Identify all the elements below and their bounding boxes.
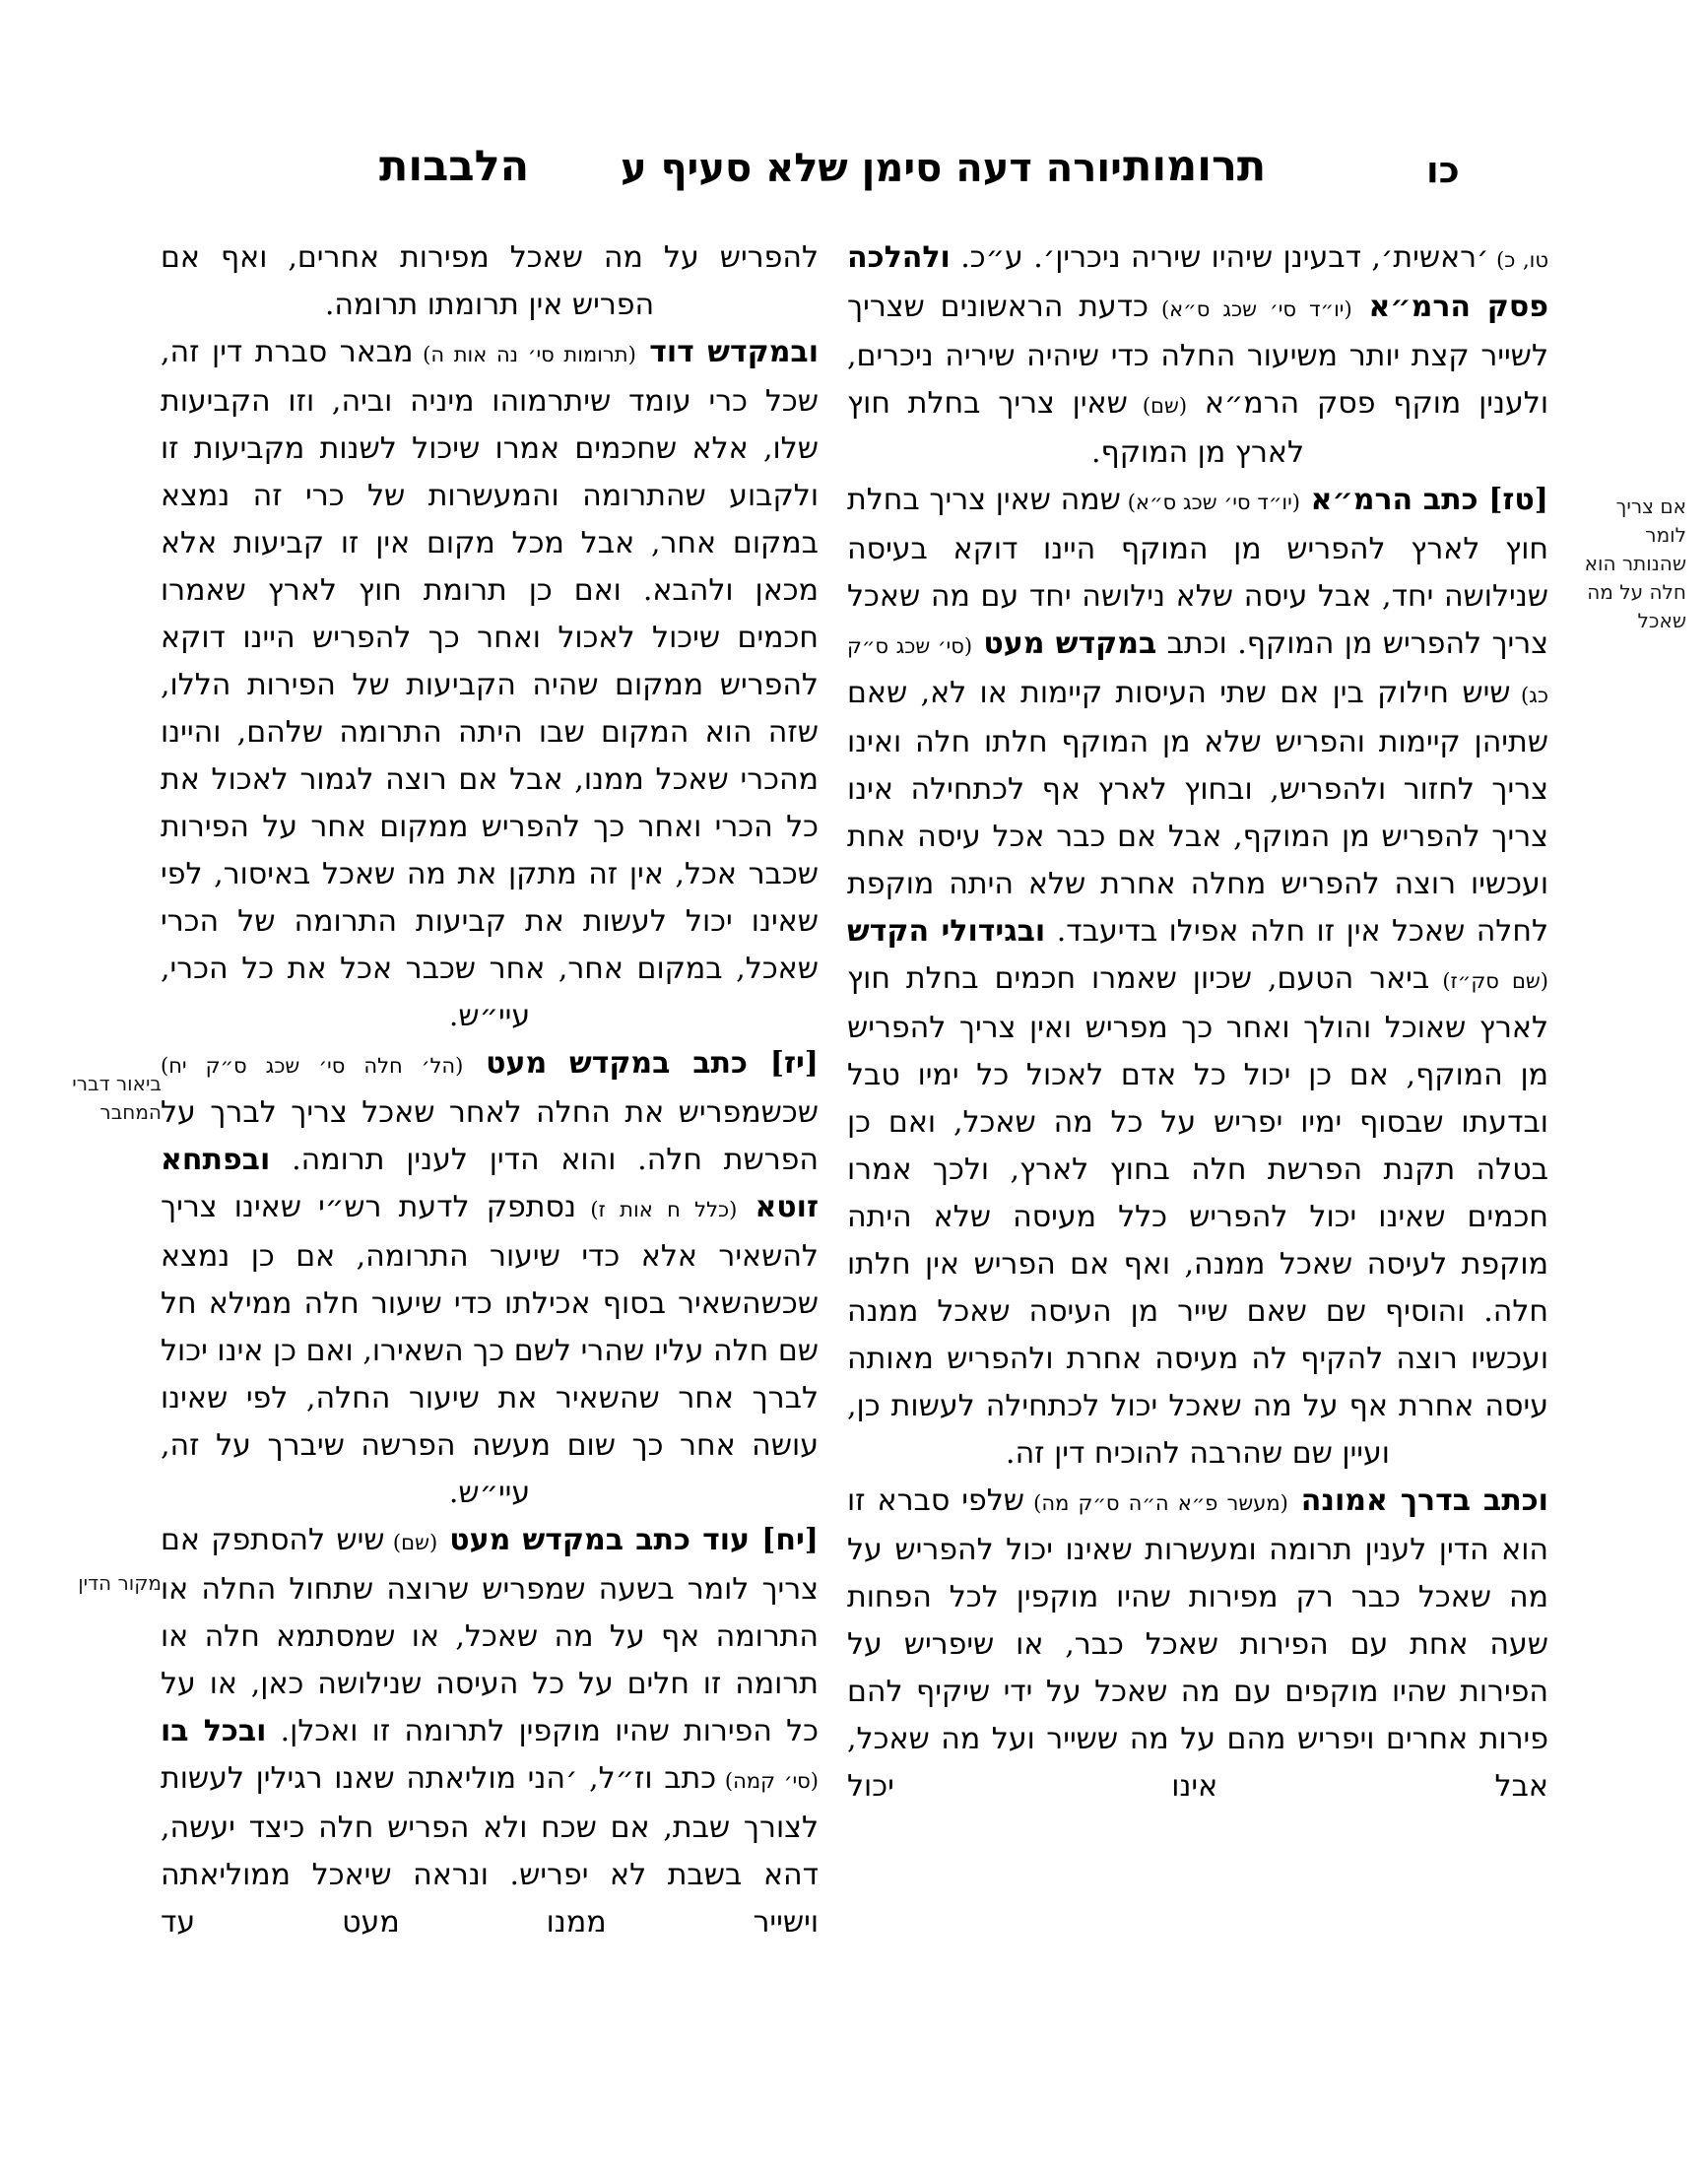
margin-note-line: לומר: [1645, 523, 1686, 547]
text-segment-normal: ביאר הטעם, שכיון שאמרו חכמים בחלת חוץ לארץ שאוכל והולך ואחר כך מפריש ואין צריך להפריש מן המוקף, אם כן יכול כל אדם לאכול כל ימיו טבל ובדעתו שבסוף ימיו יפריש על כל מה שאכל, ואם כן בטלה תקנת הפרשת חלה בחוץ לארץ, ולכך אמרו חכמים שאינו יכול להפריש כלל מעיסה שלא היתה מוקפת לעיסה שאכל ממנה, ואף אם הפריש אין חלתו חלה. והוסיף שם שאם שייר מן העיסה שאכל ממנה ועכשיו רוצה להקיף לה מעיסה אחרת ולהפריש מאותה עיסה אחרת אף על מה שאכל יכול לכתחילה לעשות כן, ועיין שם שהרבה להוכיח דין זה.: [847, 961, 1548, 1471]
paragraph: [161, 1040, 819, 1517]
margin-note-right: [1560, 493, 1686, 635]
text-segment-bold: ובמקדש דוד: [635, 335, 819, 369]
text-segment-normal: להפריש על מה שאכל מפירות אחרים, ואף אם הפריש אין תרומתו תרומה.: [161, 240, 819, 322]
text-segment-ref: (כלל ח אות ז): [576, 1198, 738, 1221]
margin-note-line: ביאור דברי: [72, 1072, 162, 1095]
text-segment-ref: (יו״ד סי׳ שכג ס״א): [1120, 491, 1300, 514]
text-segment-bold: כתב הרמ״א: [1300, 483, 1478, 517]
text-segment-normal: שכשמפריש את החלה לאחר שאכל צריך לברך על הפרשת חלה. והוא הדין לענין תרומה.: [161, 1095, 819, 1177]
text-segment-bold: וכתב בדרך אמונה: [1287, 1483, 1548, 1518]
text-segment-bold: ולהלכה פסק הרמ״א: [847, 240, 1548, 324]
header-book-title: הלבבות: [379, 142, 530, 191]
text-segment-ref: (סי׳ קמה): [716, 1769, 819, 1793]
text-segment-ref: (שם): [1127, 394, 1188, 418]
text-segment-normal: ׳ראשית׳, דבעינן שיהיו שיריה ניכרין׳. ע״כ.: [950, 240, 1489, 275]
text-segment-normal: מבאר סברת דין זה, שכל כרי עומד שיתרמוהו מיניה וביה, וזו הקביעות שלו, אלא שחכמים אמרו שיכול לשנות מקביעות זו ולקבוע שהתרומה והמעשרות של כרי זה נמצא במקום אחר, אבל מכל מקום אין זו קביעות אלא מכאן ולהבא. ואם כן תרומת חוץ לארץ שאמרו חכמים שיכול לאכול ואחר כך להפריש היינו דוקא להפריש ממקום שהיה הקביעות של הפירות הללו, שזה הוא המקום שבו היתה התרומה שלהם, והיינו מהכרי שאכל ממנו, אבל אם רוצה לגמור לאכול את כל הכרי ואחר כך להפריש ממקום אחר על הפירות שכבר אכל, אין זה מתקן את מה שאכל באיסור, לפי שאינו יכול לעשות את קביעות התרומה של הכרי שאכל, במקום אחר, אחר שכבר אכל את כל הכרי, עיי״ש.: [161, 335, 819, 1033]
text-segment-normal: שאין צריך בחלת חוץ לארץ מן המוקף.: [847, 386, 1304, 470]
text-segment-ref: (הל׳ חלה סי׳ שכג ס״ק יח): [161, 1054, 464, 1078]
text-segment-ref: (יו״ד סי׳ שכג ס״א): [1148, 297, 1352, 321]
page-number: כו: [1426, 148, 1460, 191]
text-column-right: [847, 234, 1548, 1811]
paragraph: [161, 329, 819, 1040]
text-segment-normal: כתב וז״ל, ׳הני מוליאתה שאנו רגילין לעשות לצורך שבת, אם שכח ולא הפריש חלה כיצד יעשה, דהא בשבת לא יפריש. ונראה שיאכל ממוליאתה וישייר ממנו מעט עד: [161, 1761, 819, 1940]
text-segment-normal: שלפי סברא זו הוא הדין לענין תרומה ומעשרות שאינו יכול להפריש על מה שאכל כבר רק מפירות שהיו מוקפין לכל הפחות שעה אחת עם הפירות שאכל כבר, או שיפריש על הפירות שהיו מוקפים עם מה שאכל על ידי שיקיף להם פירות אחרים ויפריש מהם על מה ששייר ועל מה שאכל, אבל אינו יכול: [847, 1483, 1548, 1804]
text-segment-ref: (שם): [384, 1531, 438, 1554]
text-segment-normal: שיש להסתפק אם צריך לומר בשעה שמפריש שרוצה שתחול החלה או התרומה אף על מה שאכל, או שמסתמא חלה או תרומה זו חלים על כל העיסה שנילושה כאן, או על כל הפירות שהיו מוקפין לתרומה זו ואכלן.: [161, 1523, 819, 1748]
margin-note-line: המחבר: [99, 1100, 162, 1124]
text-segment-normal: כדעת הראשונים שצריך לשייר קצת יותר משיעור החלה כדי שיהיה שיריה ניכרים, ולענין מוקף פסק הרמ״א: [847, 290, 1549, 421]
text-segment-bold: ובפתחא זוטא: [161, 1143, 819, 1224]
text-segment-ref: (תרומות סי׳ נה אות ה): [413, 343, 636, 366]
margin-note-left-top: [55, 1070, 162, 1127]
text-segment-ref: (סי׳ שכג ס״ק כג): [847, 634, 1548, 707]
text-segment-bold: כתב במקדש מעט: [463, 1046, 748, 1081]
margin-note-line: שאכל: [1637, 609, 1686, 632]
margin-note-line: אם צריך: [1615, 494, 1686, 518]
paragraph: [847, 1478, 1548, 1811]
paragraph: [847, 234, 1548, 477]
text-segment-ref: (מעשר פ״א ה״ה ס״ק מה): [1024, 1491, 1288, 1515]
margin-note-line: חלה על מה: [1587, 580, 1686, 604]
header-tractate-title: תרומות: [1123, 142, 1267, 191]
text-segment-marker: [יז]: [747, 1046, 819, 1081]
margin-note-line: שהנותר הוא: [1584, 552, 1686, 575]
text-segment-normal: שמה שאין צריך בחלת חוץ לארץ להפריש מן המוקף היינו דוקא בעיסה שנילושה יחד, אבל עיסה שלא נילושה יחד עם מה שאכל צריך להפריש מן המוקף. וכתב: [847, 483, 1549, 661]
margin-note-line: מקור הדין: [78, 1571, 162, 1595]
text-segment-bold: ובגידולי הקדש: [847, 914, 1046, 949]
text-segment-ref: טו, כ): [1488, 248, 1548, 272]
paragraph: [847, 477, 1548, 1478]
margin-note-left-bottom: [55, 1569, 162, 1598]
text-segment-marker: [יח]: [750, 1523, 820, 1557]
text-segment-normal: נסתפק לדעת רש״י שאינו צריך להשאיר אלא כדי שיעור התרומה, אם כן נמצא שכשהשאיר בסוף אכילתו כדי שיעור חלה ממילא חל שם חלה עליו שהרי לשם כך השאירו, ואם כן אינו יכול לברך אחר שהשאיר את שיעור החלה, לפי שאינו עושה אחר כך שום מעשה הפרשה שיברך על זה, עיי״ש.: [161, 1190, 819, 1510]
paragraph: [161, 234, 819, 329]
paragraph: [161, 1517, 819, 1946]
text-segment-normal: שיש חילוק בין אם שתי העיסות קיימות או לא, שאם שתיהן קיימות והפריש שלא מן המוקף חלתו חלה ואינו צריך לחזור ולהפריש, ובחוץ לארץ אף לכתחילה אינו צריך להפריש מן המוקף, אבל אם כבר אכל עיסה אחת ועכשיו רוצה להפריש מחלה אחרת שלא היתה מוקפת לחלה שאכל אין זו חלה אפילו בדיעבד.: [847, 676, 1548, 949]
text-segment-bold: ובכל בו: [161, 1714, 267, 1748]
text-segment-bold: במקדש מעט: [972, 626, 1157, 661]
text-segment-ref: (שם סק״ז): [1429, 969, 1548, 993]
text-segment-marker: [טז]: [1478, 483, 1548, 517]
text-column-left: [161, 234, 819, 1946]
header-siman-reference: יורה דעה סימן שלא סעיף ע: [621, 145, 1122, 191]
text-segment-bold: עוד כתב במקדש מעט: [437, 1523, 751, 1557]
